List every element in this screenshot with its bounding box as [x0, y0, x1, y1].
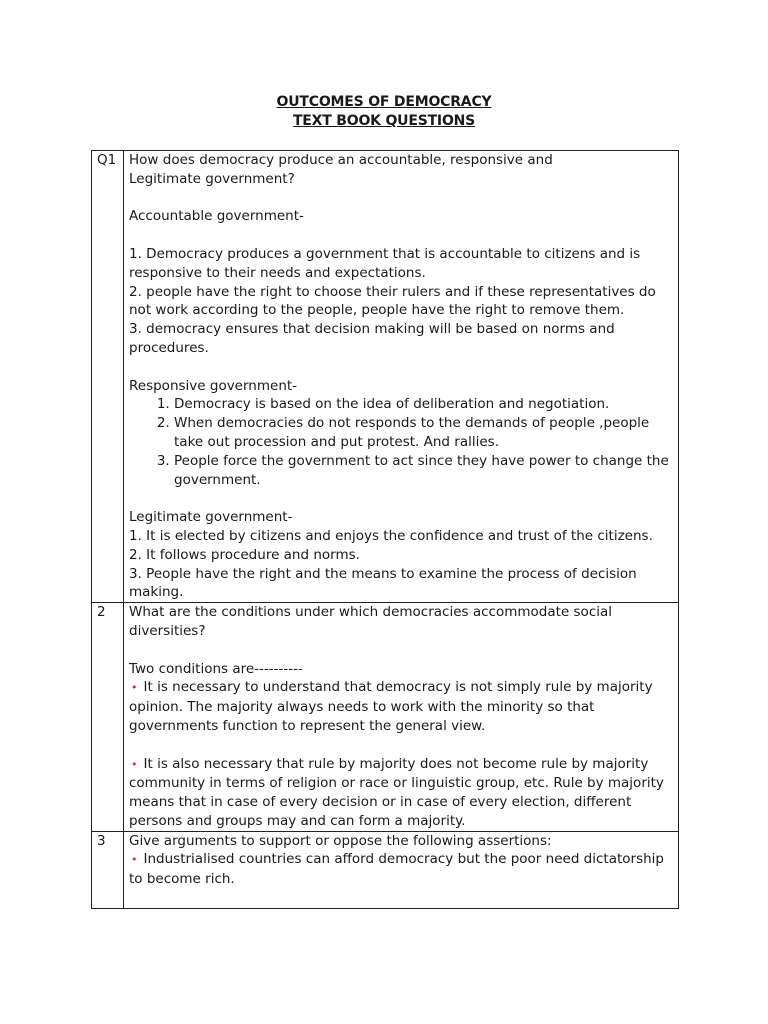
- list-item: 2. It follows procedure and norms.: [129, 546, 360, 563]
- section-heading: Two conditions are----------: [129, 660, 303, 677]
- list-item: 2. When democracies do not responds to the demands of people ,people take out procession and put protest. And rallies.: [174, 414, 674, 452]
- answer-cell: [124, 831, 679, 908]
- answer-cell: [124, 603, 679, 832]
- document-subtitle: TEXT BOOK QUESTIONS: [292, 113, 476, 129]
- section-heading: Responsive government-: [129, 377, 298, 394]
- list-item: 1. Democracy produces a government that is accountable to citizens and is responsive to their needs and expectations.: [129, 245, 641, 281]
- question-text: Give arguments to support or oppose the following assertions:: [129, 832, 552, 849]
- table-row: [92, 151, 679, 603]
- list-item: 2. people have the right to choose their rulers and if these representatives do not work according to the people, people have the right to remove them.: [129, 283, 656, 319]
- list-item: 3. People have the right and the means to examine the process of decision making.: [129, 565, 637, 601]
- question-number: 3: [92, 831, 124, 908]
- question-number: Q1: [92, 151, 124, 603]
- list-item: 1. Democracy is based on the idea of deliberation and negotiation.: [174, 395, 674, 414]
- question-number: 2: [92, 603, 124, 832]
- bullet-text: It is also necessary that rule by majority does not become rule by majority community in terms of religion or race or linguistic group, etc. Rule by majority means that in case of every decision or in case of every election, different persons and groups may and can form a majority.: [129, 755, 664, 829]
- section-heading: Legitimate government-: [129, 509, 293, 526]
- list-item: [129, 850, 674, 889]
- table-row: [92, 603, 679, 832]
- bullet-icon: •: [131, 757, 138, 771]
- list-item: 3. People force the government to act since they have power to change the government.: [174, 452, 674, 490]
- list-item: [129, 678, 674, 735]
- questions-table: [91, 150, 679, 909]
- bullet-text: Industrialised countries can afford democracy but the poor need dictatorship to become rich.: [129, 851, 665, 888]
- section-heading: Accountable government-: [129, 208, 304, 225]
- bullet-icon: •: [131, 681, 138, 695]
- answer-cell: [124, 151, 679, 603]
- list-item: 3. democracy ensures that decision making will be based on norms and procedures.: [129, 321, 615, 356]
- question-text: What are the conditions under which democracies accommodate social diversities?: [129, 604, 613, 639]
- list-item: 1. It is elected by citizens and enjoys the confidence and trust of the citizens.: [129, 527, 653, 544]
- question-text-line: How does democracy produce an accountable, responsive and: [129, 152, 553, 168]
- document-title: OUTCOMES OF DEMOCRACY: [276, 94, 492, 110]
- bullet-text: It is necessary to understand that democracy is not simply rule by majority opinion. The majority always needs to work with the minority so that governments function to represent the general view.: [129, 679, 653, 734]
- table-row: [92, 831, 679, 908]
- list-item: [129, 755, 674, 831]
- question-text-line: Legitimate government?: [129, 170, 295, 187]
- bullet-icon: •: [131, 853, 138, 867]
- numbered-list: [129, 395, 674, 489]
